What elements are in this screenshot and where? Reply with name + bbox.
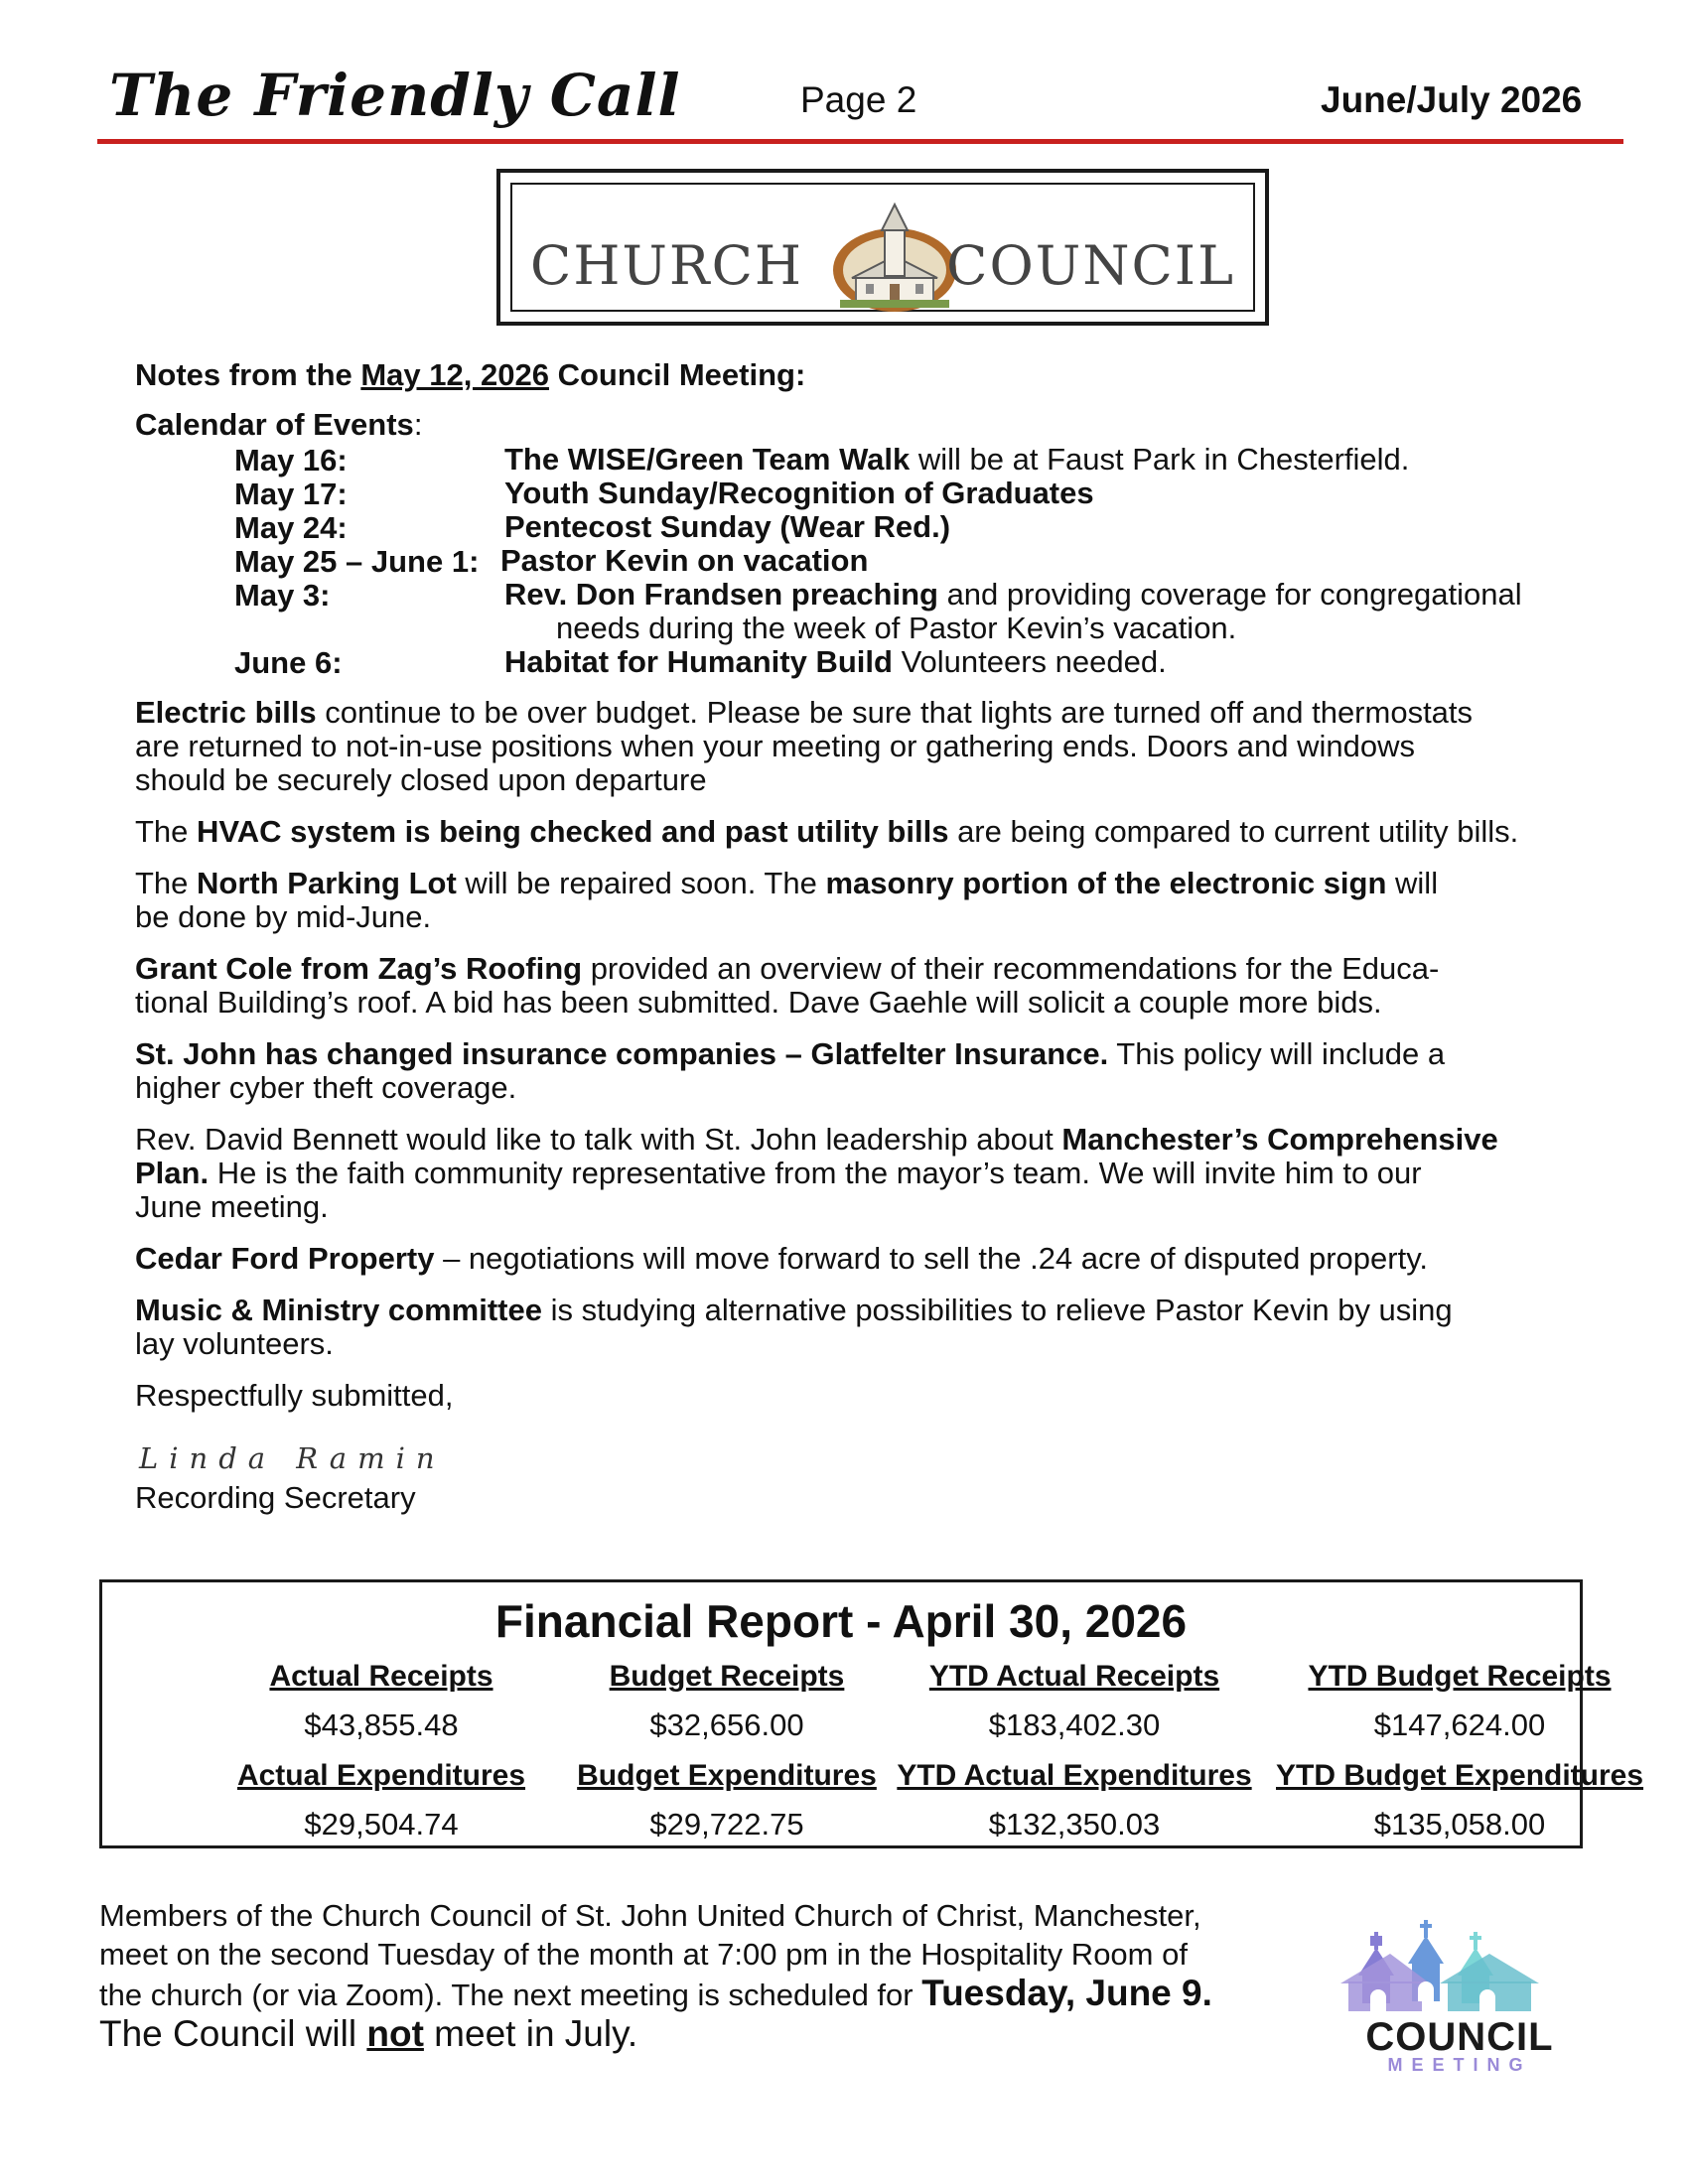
meeting-info-line2: meet on the second Tuesday of the month at 7:00 pm in the Hospitality Room of (99, 1937, 1188, 1972)
meeting-info-line4-pre: The Council will (99, 2013, 367, 2054)
cedar-bold: Cedar Ford Property (135, 1241, 435, 1276)
plan-line1-bold: Manchester’s Comprehensive (1061, 1122, 1498, 1157)
receipt-label: YTD Actual Receipts (928, 1660, 1220, 1693)
event-detail: will be at Faust Park in Chesterfield. (910, 442, 1410, 477)
expenditure-column (198, 1759, 565, 1843)
event-detail: and providing coverage for congregational (937, 577, 1522, 612)
event-date: May 24: (234, 510, 348, 545)
hvac-bold: HVAC system is being checked and past utility bills (197, 814, 949, 849)
cedar-ford-note (135, 1242, 1585, 1276)
expenditure-value: $132,350.03 (988, 1807, 1161, 1842)
receipt-column (1276, 1660, 1643, 1743)
receipt-label: Budget Receipts (609, 1660, 845, 1693)
council-logo-word: COUNCIL (1365, 2015, 1554, 2059)
calendar-label: Calendar of Events (135, 407, 414, 442)
expenditure-value: $29,504.74 (304, 1807, 459, 1842)
next-meeting-date: Tuesday, June 9. (921, 1973, 1212, 2013)
notes-heading-suffix: Council Meeting: (548, 357, 806, 392)
event-date: May 17: (234, 477, 348, 511)
cedar-rest: – negotiations will move forward to sell the .24 acre of disputed property. (434, 1241, 1429, 1276)
parking-note (135, 867, 1585, 934)
expenditure-value: $135,058.00 (1373, 1807, 1546, 1842)
plan-line3: June meeting. (135, 1189, 329, 1224)
issue-date: June/July 2026 (1321, 79, 1583, 120)
parking-mid: will be repaired soon. The (456, 866, 826, 900)
event-detail-continued: needs during the week of Pastor Kevin’s vacation. (556, 611, 1237, 645)
church-council-banner (496, 169, 1269, 326)
roofing-line1: provided an overview of their recommendations for the Educa- (582, 951, 1440, 986)
receipt-column (543, 1660, 911, 1743)
comprehensive-plan-note (135, 1123, 1585, 1224)
meeting-info-line4-post: meet in July. (423, 2013, 638, 2054)
insurance-line1: This policy will include a (1108, 1036, 1446, 1071)
financial-report-box (99, 1579, 1644, 1848)
receipt-label: YTD Budget Receipts (1308, 1660, 1612, 1693)
event-date: May 3: (234, 578, 331, 613)
church-building-icon (830, 199, 959, 316)
meeting-info-not: not (366, 2013, 424, 2054)
meeting-info (99, 1896, 1331, 2055)
plan-line2-rest: He is the faith community representative from the mayor’s team. We will invite him to our (209, 1156, 1422, 1190)
event-date: May 16: (234, 443, 348, 478)
notes-heading-prefix: Notes from the (135, 357, 361, 392)
receipt-column (198, 1660, 565, 1743)
hvac-post: are being compared to current utility bills. (948, 814, 1519, 849)
event-description (504, 578, 1567, 612)
page-number: Page 2 (800, 79, 917, 120)
insurance-note (135, 1037, 1585, 1105)
roofing-note (135, 952, 1585, 1020)
insurance-bold: St. John has changed insurance companies – Glatfelter Insurance. (135, 1036, 1109, 1071)
banner-word-church: CHURCH (530, 234, 803, 297)
music-bold: Music & Ministry committee (135, 1293, 542, 1327)
event-description (504, 477, 1567, 510)
expenditure-column (1276, 1759, 1643, 1843)
expenditure-label: YTD Budget Expenditures (1276, 1759, 1644, 1792)
plan-line1-pre: Rev. David Bennett would like to talk with St. John leadership about (135, 1122, 1062, 1157)
electric-bills-bold: Electric bills (135, 695, 317, 730)
expenditure-column (891, 1759, 1258, 1843)
event-title: Youth Sunday/Recognition of Graduates (504, 476, 1094, 510)
churches-icon (1331, 1876, 1589, 2015)
parking-bold1: North Parking Lot (197, 866, 457, 900)
event-date: May 25 – June 1: (234, 544, 480, 579)
expenditure-value: $29,722.75 (649, 1807, 804, 1842)
header-rule (97, 139, 1623, 144)
event-detail: Volunteers needed. (892, 644, 1167, 679)
financial-report-title: Financial Report - April 30, 2026 (494, 1595, 1188, 1647)
parking-post: will (1386, 866, 1439, 900)
meeting-info-line1: Members of the Church Council of St. John United Church of Christ, Manchester, (99, 1898, 1201, 1933)
electric-bills-line2: are returned to not-in-use positions when your meeting or gathering ends. Doors and windows (135, 729, 1415, 763)
parking-line2: be done by mid-June. (135, 899, 432, 934)
banner-word-council: COUNCIL (946, 234, 1235, 297)
notes-heading (135, 358, 1585, 392)
roofing-line2: tional Building’s roof. A bid has been submitted. Dave Gaehle will solicit a couple more bids. (135, 985, 1382, 1020)
insurance-line2: higher cyber theft coverage. (135, 1070, 517, 1105)
banner-inner-frame (510, 183, 1255, 312)
closing-text: Respectfully submitted, (135, 1378, 454, 1413)
expenditure-label: Budget Expenditures (577, 1759, 877, 1792)
meeting-info-line3-pre: the church (or via Zoom). The next meeting is scheduled for (99, 1978, 922, 2012)
plan-line2-bold: Plan. (135, 1156, 210, 1190)
music-line1: is studying alternative possibilities to relieve Pastor Kevin by using (541, 1293, 1453, 1327)
event-title: Pastor Kevin on vacation (500, 543, 869, 578)
event-title: Rev. Don Frandsen preaching (504, 577, 938, 612)
electric-bills-note (135, 696, 1585, 797)
expenditure-label: Actual Expenditures (236, 1759, 526, 1792)
notes-heading-date: May 12, 2026 (360, 357, 549, 392)
expenditure-column (543, 1759, 911, 1843)
receipt-value: $43,855.48 (304, 1707, 459, 1742)
receipt-value: $147,624.00 (1373, 1707, 1546, 1742)
event-date: June 6: (234, 645, 343, 680)
newsletter-title: The Friendly Call (109, 62, 681, 129)
hvac-note (135, 815, 1585, 849)
event-description (504, 645, 1567, 679)
music-ministry-note (135, 1294, 1585, 1361)
hvac-pre: The (135, 814, 198, 849)
event-title: The WISE/Green Team Walk (504, 442, 911, 477)
calendar-heading (135, 408, 1585, 442)
event-title: Pentecost Sunday (Wear Red.) (504, 509, 951, 544)
council-meeting-logo (1331, 1876, 1589, 2075)
expenditure-label: YTD Actual Expenditures (897, 1759, 1252, 1792)
signer-role: Recording Secretary (135, 1480, 416, 1515)
parking-pre: The (135, 866, 198, 900)
receipt-column (891, 1660, 1258, 1743)
electric-bills-line1: continue to be over budget. Please be sure that lights are turned off and thermostats (316, 695, 1474, 730)
receipt-value: $32,656.00 (649, 1707, 804, 1742)
receipt-label: Actual Receipts (269, 1660, 493, 1693)
event-description (500, 544, 1563, 578)
event-description (504, 443, 1567, 477)
event-title: Habitat for Humanity Build (504, 644, 893, 679)
receipt-value: $183,402.30 (988, 1707, 1161, 1742)
calendar-colon: : (413, 407, 423, 442)
parking-bold2: masonry portion of the electronic sign (825, 866, 1387, 900)
event-description (504, 510, 1567, 544)
meeting-logo-word: MEETING (1387, 2055, 1532, 2075)
music-line2: lay volunteers. (135, 1326, 334, 1361)
electric-bills-line3: should be securely closed upon departure (135, 762, 707, 797)
signature: Linda Ramin (139, 1441, 446, 1475)
roofing-bold: Grant Cole from Zag’s Roofing (135, 951, 583, 986)
